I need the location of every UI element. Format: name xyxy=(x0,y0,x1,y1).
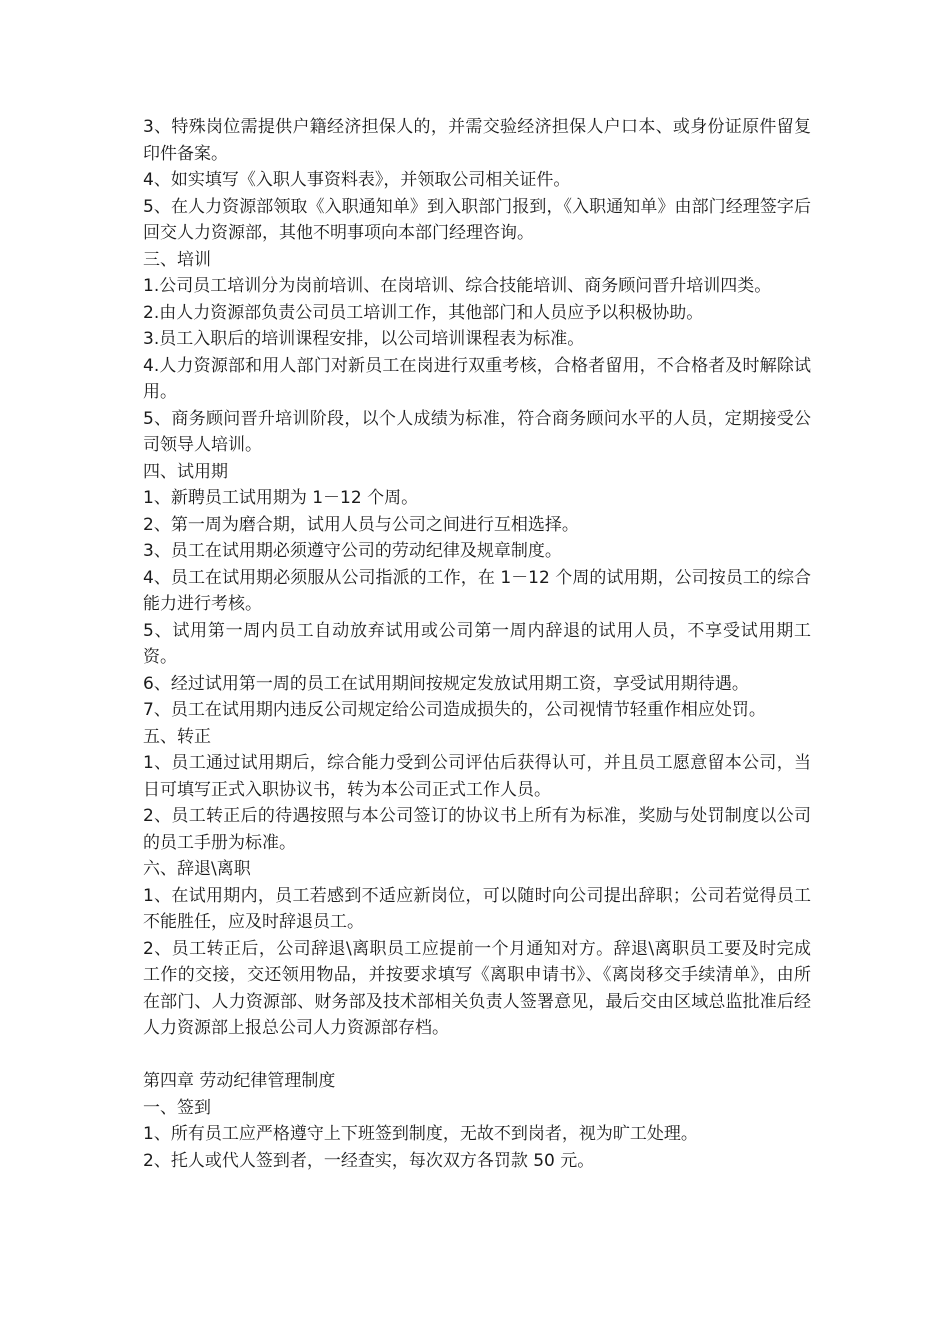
paragraph-training-schedule: 3.员工入职后的培训课程安排，以公司培训课程表为标准。 xyxy=(143,329,585,349)
paragraph-fill-form: 4、如实填写《入职人事资料表》，并领取公司相关证件。 xyxy=(143,170,571,190)
section-heading-training: 三、培训 xyxy=(143,249,211,270)
paragraph-probation-penalty: 7、员工在试用期内违反公司规定给公司造成损失的，公司视情节轻重作相应处罚。 xyxy=(143,700,766,720)
section-heading-regularization: 五、转正 xyxy=(143,726,211,747)
paragraph-probation-pay: 6、经过试用第一周的员工在试用期间按规定发放试用期工资，享受试用期待遇。 xyxy=(143,673,749,694)
section-heading-probation: 四、试用期 xyxy=(143,461,228,482)
paragraph-proxy-sign-in: 2、托人或代人签到者，一经查实，每次双方各罚款 50 元。 xyxy=(143,1150,595,1171)
paragraph-regular-treatment: 2、员工转正后的待遇按照与本公司签订的协议书上所有为标准，奖励与处罚制度以公司的员工手册为标准。 xyxy=(143,806,811,853)
document-body xyxy=(143,114,811,1174)
paragraph-promotion-training: 5、商务顾问晋升培训阶段，以个人成绩为标准，符合商务顾问水平的人员，定期接受公司领导人培训。 xyxy=(143,408,811,455)
paragraph-regular-resignation: 2、员工转正后，公司辞退\离职员工应提前一个月通知对方。辞退\离职员工要及时完成工作的交接，交还领用物品，并按要求填写《离职申请书》、《离岗移交手续清单》，由所在部门、人力资源部、财务部及技术部相关负责人签署意见，最后交由区域总监批准后经人力资源部上报总公司人力资源部存档。 xyxy=(143,938,811,1038)
section-heading-resignation: 六、辞退\离职 xyxy=(143,859,251,879)
paragraph-first-week: 2、第一周为磨合期，试用人员与公司之间进行互相选择。 xyxy=(143,514,579,535)
section-heading-sign-in: 一、签到 xyxy=(143,1097,211,1118)
paragraph-training-responsibility: 2.由人力资源部负责公司员工培训工作，其他部门和人员应予以积极协助。 xyxy=(143,302,704,323)
paragraph-spacer xyxy=(143,1042,811,1069)
paragraph-regularization: 1、员工通过试用期后，综合能力受到公司评估后获得认可，并且员工愿意留本公司，当日可填写正式入职协议书，转为本公司正式工作人员。 xyxy=(143,753,811,800)
paragraph-probation-resignation: 1、在试用期内，员工若感到不适应新岗位，可以随时向公司提出辞职；公司若觉得员工不能胜任，应及时辞退员工。 xyxy=(143,885,811,932)
chapter-heading: 第四章 劳动纪律管理制度 xyxy=(143,1071,336,1091)
paragraph-probation-length: 1、新聘员工试用期为 1－12 个周。 xyxy=(143,488,419,508)
paragraph-dual-assessment: 4.人力资源部和用人部门对新员工在岗进行双重考核，合格者留用，不合格者及时解除试用。 xyxy=(143,355,811,402)
paragraph-first-week-leave: 5、试用第一周内员工自动放弃试用或公司第一周内辞退的试用人员，不享受试用期工资。 xyxy=(143,620,811,667)
paragraph-entry-notice: 5、在人力资源部领取《入职通知单》到入职部门报到，《入职通知单》由部门经理签字后回交人力资源部，其他不明事项向本部门经理咨询。 xyxy=(143,196,811,243)
paragraph-training-types: 1.公司员工培训分为岗前培训、在岗培训、综合技能培训、商务顾问晋升培训四类。 xyxy=(143,276,772,296)
paragraph-guarantor: 3、特殊岗位需提供户籍经济担保人的，并需交验经济担保人户口本、或身份证原件留复印件备案。 xyxy=(143,117,811,164)
paragraph-discipline: 3、员工在试用期必须遵守公司的劳动纪律及规章制度。 xyxy=(143,541,562,561)
paragraph-assignments: 4、员工在试用期必须服从公司指派的工作，在 1－12 个周的试用期，公司按员工的综合能力进行考核。 xyxy=(143,567,811,614)
paragraph-sign-in-rule: 1、所有员工应严格遵守上下班签到制度，无故不到岗者，视为旷工处理。 xyxy=(143,1124,698,1144)
